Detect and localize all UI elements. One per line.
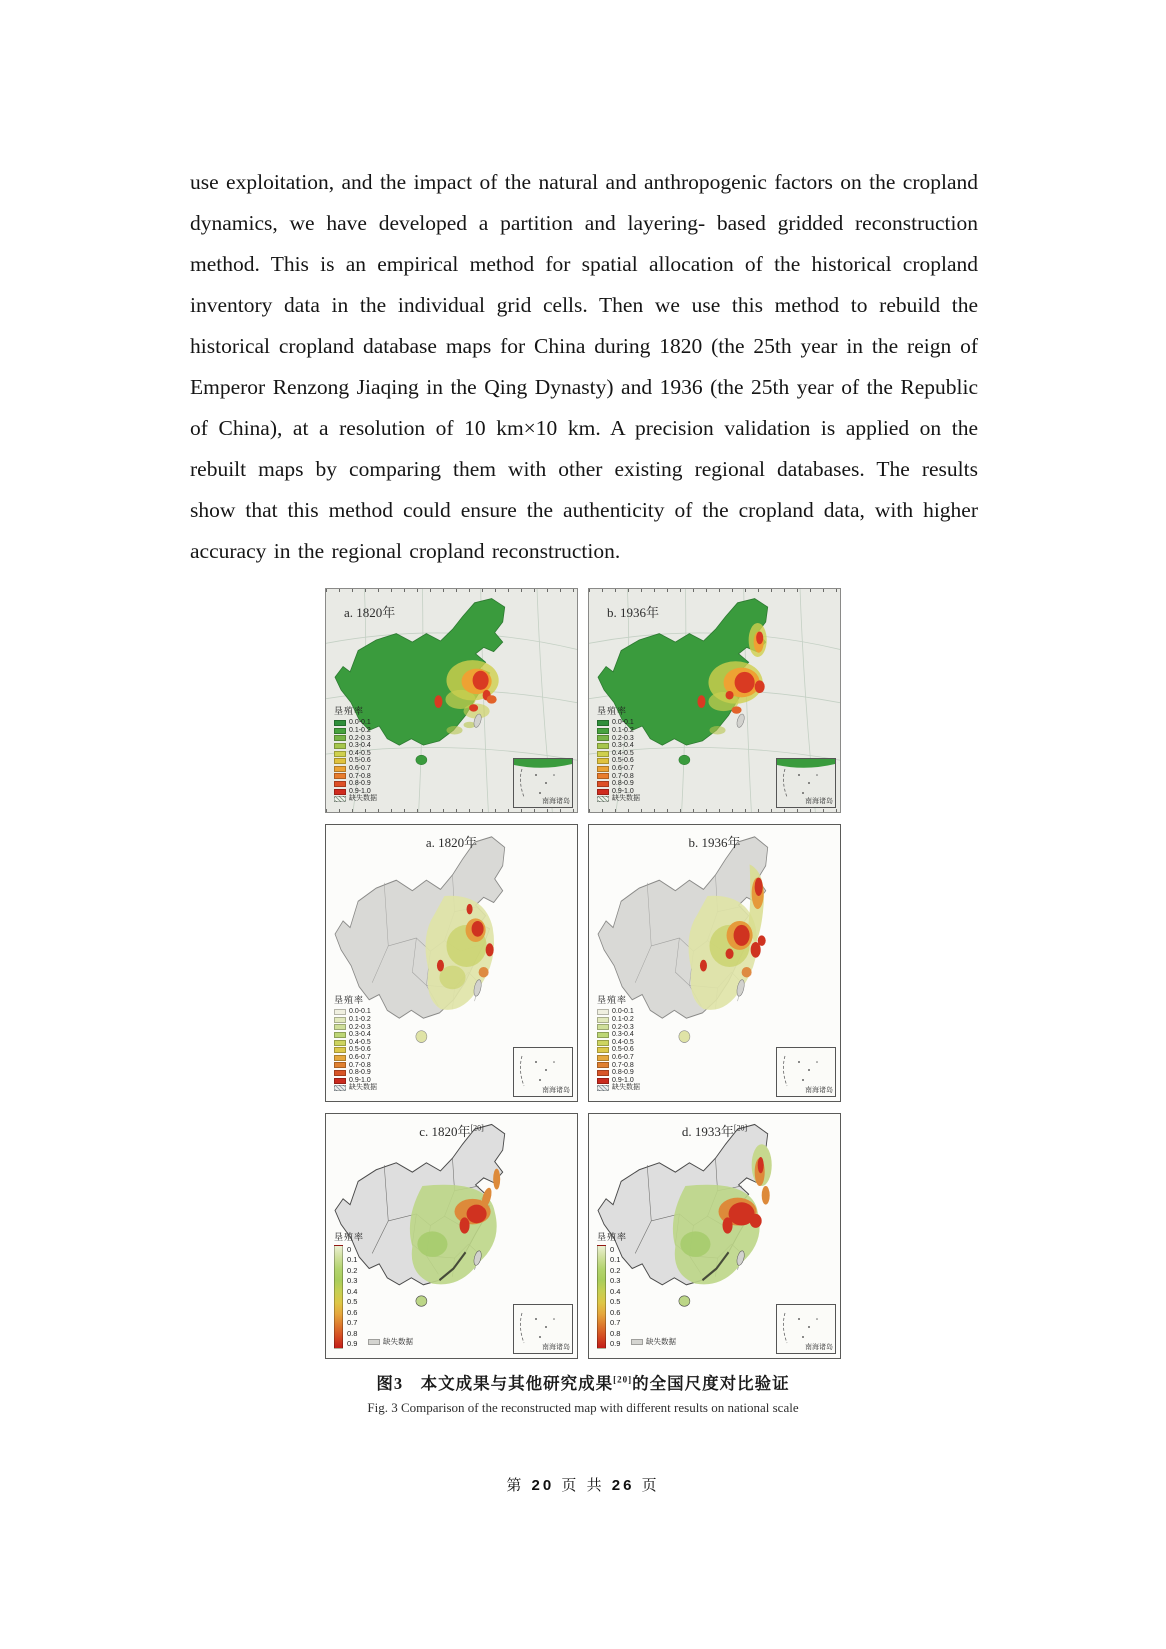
- panel-label: [326, 1121, 577, 1140]
- map-legend: [597, 993, 640, 1092]
- legend-title: 垦殖率: [597, 995, 628, 1006]
- legend-title: 垦殖率: [334, 1232, 365, 1242]
- legend-item: [334, 735, 377, 743]
- legend-item: [597, 1054, 640, 1062]
- body-paragraph: use exploitation, and the impact of the natural and anthropogenic factors on the cropland dynamics, we have developed a partition and layering- based gridded reconstruction method. This is an empirical method for spatial allocation of the historical cropland inventory data in the individual grid cells. Then we use this method to rebuild the historical cropland database maps for China during 1820 (the 25th year in the reign of Emperor Renzong Jiaqing in the Qing Dynasty) and 1936 (the 25th year of the Republic of China), at a resolution of 10 km×10 km. A precision validation is applied on the rebuilt maps by comparing them with other existing regional databases. The results show that this method could ensure the authenticity of the cropland data, with higher accuracy in the regional cropland reconstruction.: [190, 169, 978, 563]
- map-panel-d-1933-reference: [588, 1113, 841, 1359]
- legend-swatch: [597, 743, 609, 749]
- legend-item: [334, 773, 377, 781]
- legend-item: [597, 1016, 640, 1024]
- ramp-tick-label: 0.1: [347, 1255, 358, 1265]
- legend-bin-label: 0.0-0.1: [349, 1008, 371, 1016]
- legend-item: [597, 719, 640, 727]
- legend-bin-label: 0.9-1.0: [612, 787, 634, 795]
- legend-swatch: [631, 1339, 643, 1345]
- legend-missing-label: 缺失数据: [612, 795, 640, 803]
- legend-swatch: [334, 1024, 346, 1030]
- legend-item: [597, 773, 640, 781]
- legend-bin-label: 0.3-0.4: [349, 742, 371, 750]
- ramp-tick-label: 0.9: [610, 1338, 621, 1348]
- ramp-tick-label: 0.2: [347, 1265, 358, 1275]
- legend-item: [334, 1054, 377, 1062]
- legend-bin-label: 0.9-1.0: [349, 1076, 371, 1084]
- inset-label: 南海诸岛: [805, 1087, 833, 1094]
- ramp-bar: [334, 1245, 343, 1349]
- legend-swatch: [597, 1070, 609, 1076]
- map-legend: [334, 993, 377, 1092]
- panel-label: [589, 1121, 840, 1140]
- legend-item: [334, 1031, 377, 1039]
- legend-bin-label: 0.5-0.6: [612, 757, 634, 765]
- legend-swatch: [597, 758, 609, 764]
- ramp-tick-label: 0.3: [347, 1276, 358, 1286]
- legend-bin-label: 0.3-0.4: [612, 742, 634, 750]
- map-panel-b-1936: [588, 588, 841, 813]
- legend-swatch: [334, 1017, 346, 1023]
- legend-bin-label: 0.6-0.7: [612, 1054, 634, 1062]
- legend-bin-label: 0.1-0.2: [349, 1016, 371, 1024]
- footer-word: 共: [586, 1477, 605, 1494]
- caption-cn-reference: [20]: [613, 1374, 633, 1385]
- ramp-labels: [347, 1245, 357, 1349]
- figure-caption: [323, 1370, 843, 1416]
- legend-title: 垦殖率: [334, 706, 365, 717]
- legend-bin-label: 0.9-1.0: [349, 787, 371, 795]
- legend-items: [334, 1008, 377, 1092]
- legend-bin-label: 0.6-0.7: [612, 765, 634, 773]
- legend-swatch: [597, 735, 609, 741]
- south-china-sea-inset: [513, 758, 573, 808]
- legend-missing-label: 缺失数据: [383, 1337, 413, 1346]
- footer-page-number: 20: [531, 1477, 555, 1494]
- map-panel-c-1820-reference: [325, 1113, 578, 1359]
- legend-bin-label: 0.2-0.3: [349, 734, 371, 742]
- legend-bin-label: 0.1-0.2: [349, 727, 371, 735]
- legend-bin-label: 0.5-0.6: [349, 1046, 371, 1054]
- legend-swatch: [334, 1040, 346, 1046]
- legend-item: [334, 780, 377, 788]
- inset-label: 南海诸岛: [542, 1344, 570, 1351]
- panel-label: [326, 832, 577, 851]
- legend-color-ramp: [334, 1245, 364, 1349]
- legend-swatch: [597, 1032, 609, 1038]
- legend-color-ramp: [597, 1245, 627, 1349]
- legend-item: [597, 1024, 640, 1032]
- legend-swatch: [334, 758, 346, 764]
- legend-item: [334, 757, 377, 765]
- legend-bin-label: 0.8-0.9: [349, 780, 371, 788]
- legend-items: [334, 719, 377, 803]
- legend-bin-label: 0.3-0.4: [612, 1031, 634, 1039]
- panel-label: [589, 832, 840, 851]
- legend-item: [597, 765, 640, 773]
- legend-bin-label: 0.4-0.5: [349, 749, 371, 757]
- ramp-tick-label: 0.9: [347, 1338, 358, 1348]
- legend-item: [334, 727, 377, 735]
- panel-label-text: b. 1936年: [688, 835, 741, 850]
- legend-item: [597, 757, 640, 765]
- legend-bin-label: 0.8-0.9: [349, 1069, 371, 1077]
- ramp-tick-label: 0.8: [347, 1328, 358, 1338]
- map-panel-a-1820-provinces: [325, 824, 578, 1102]
- ramp-tick-label: 0.4: [610, 1286, 621, 1296]
- ramp-tick-label: 0: [347, 1245, 352, 1254]
- footer-word: 页: [641, 1477, 660, 1494]
- caption-cn-prefix: 图3 本文成果与其他研究成果: [376, 1374, 614, 1393]
- legend-swatch: [597, 1009, 609, 1015]
- legend-bin-label: 0.7-0.8: [349, 772, 371, 780]
- legend-swatch: [597, 789, 609, 795]
- legend-bin-label: 0.8-0.9: [612, 1069, 634, 1077]
- legend-bin-label: 0.3-0.4: [349, 1031, 371, 1039]
- legend-missing-item: [631, 1336, 676, 1347]
- legend-item: [597, 1062, 640, 1070]
- map-legend: [597, 704, 640, 803]
- legend-item: [597, 742, 640, 750]
- legend-items: [597, 719, 640, 803]
- ramp-tick-label: 0.4: [347, 1286, 358, 1296]
- ramp-tick-label: 0.7: [347, 1318, 358, 1328]
- legend-item: [597, 1069, 640, 1077]
- legend-missing-item: [334, 795, 377, 803]
- legend-bin-label: 0.8-0.9: [612, 780, 634, 788]
- legend-item: [597, 780, 640, 788]
- inset-label: 南海诸岛: [542, 798, 570, 805]
- legend-item: [334, 1008, 377, 1016]
- legend-title: 垦殖率: [334, 995, 365, 1006]
- legend-swatch: [597, 1024, 609, 1030]
- south-china-sea-inset: [513, 1304, 573, 1354]
- map-legend: [334, 704, 377, 803]
- legend-item: [334, 1016, 377, 1024]
- legend-bin-label: 0.2-0.3: [349, 1023, 371, 1031]
- panel-label: [344, 602, 395, 621]
- legend-bin-label: 0.7-0.8: [612, 1061, 634, 1069]
- legend-swatch: [334, 1085, 346, 1091]
- legend-bin-label: 0.2-0.3: [612, 734, 634, 742]
- legend-swatch: [597, 773, 609, 779]
- legend-items: [597, 1008, 640, 1092]
- legend-swatch: [334, 1070, 346, 1076]
- panel-label-text: d. 1933年: [681, 1124, 734, 1139]
- footer-word: 页: [561, 1477, 580, 1494]
- ramp-tick-label: 0: [610, 1245, 615, 1254]
- panel-label-text: a. 1820年: [344, 605, 396, 620]
- legend-swatch: [597, 1047, 609, 1053]
- legend-item: [597, 750, 640, 758]
- legend-title: 垦殖率: [597, 1232, 628, 1242]
- figure-row-3: [323, 1113, 843, 1359]
- legend-item: [597, 1046, 640, 1054]
- legend-bin-label: 0.5-0.6: [349, 757, 371, 765]
- map-legend: [334, 1230, 413, 1349]
- legend-swatch: [597, 1085, 609, 1091]
- legend-bin-label: 0.6-0.7: [349, 765, 371, 773]
- inset-label: 南海诸岛: [805, 798, 833, 805]
- legend-missing-label: 缺失数据: [612, 1084, 640, 1092]
- map-panel-a-1820: [325, 588, 578, 813]
- legend-missing-label: 缺失数据: [349, 795, 377, 803]
- legend-swatch: [597, 728, 609, 734]
- ramp-tick-label: 0.5: [347, 1297, 358, 1307]
- ramp-labels: [610, 1245, 620, 1349]
- panel-label-reference: [20]: [470, 1123, 484, 1133]
- legend-swatch: [334, 773, 346, 779]
- panel-label-reference: [20]: [733, 1123, 748, 1133]
- page-footer: [0, 1474, 1166, 1495]
- legend-item: [334, 1039, 377, 1047]
- south-china-sea-inset: [776, 758, 836, 808]
- legend-title: 垦殖率: [597, 706, 628, 717]
- legend-swatch: [334, 728, 346, 734]
- legend-bin-label: 0.4-0.5: [612, 1038, 634, 1046]
- legend-bin-label: 0.4-0.5: [612, 749, 634, 757]
- figure-caption-chinese: [323, 1370, 843, 1394]
- legend-swatch: [597, 1062, 609, 1068]
- legend-bin-label: 0.9-1.0: [612, 1076, 634, 1084]
- legend-item: [597, 735, 640, 743]
- ramp-tick-label: 0.5: [610, 1297, 621, 1307]
- legend-missing-label: 缺失数据: [349, 1084, 377, 1092]
- legend-bin-label: 0.5-0.6: [612, 1046, 634, 1054]
- south-china-sea-inset: [776, 1047, 836, 1097]
- legend-swatch: [334, 766, 346, 772]
- legend-item: [597, 1039, 640, 1047]
- legend-swatch: [334, 735, 346, 741]
- ramp-tick-label: 0.1: [610, 1255, 621, 1265]
- legend-bin-label: 0.1-0.2: [612, 727, 634, 735]
- legend-item: [334, 750, 377, 758]
- legend-item: [334, 1046, 377, 1054]
- legend-swatch: [597, 720, 609, 726]
- map-legend: [597, 1230, 676, 1349]
- legend-swatch: [597, 1017, 609, 1023]
- ramp-tick-label: 0.6: [347, 1307, 358, 1317]
- legend-bin-label: 0.0-0.1: [349, 719, 371, 727]
- legend-swatch: [334, 1032, 346, 1038]
- south-china-sea-inset: [776, 1304, 836, 1354]
- legend-swatch: [334, 781, 346, 787]
- ramp-bar: [597, 1245, 606, 1349]
- panel-label-text: a. 1820年: [425, 835, 478, 850]
- legend-swatch: [597, 1040, 609, 1046]
- legend-swatch: [334, 1009, 346, 1015]
- legend-bin-label: 0.0-0.1: [612, 719, 634, 727]
- legend-item: [597, 1031, 640, 1039]
- legend-swatch: [334, 789, 346, 795]
- legend-bin-label: 0.2-0.3: [612, 1023, 634, 1031]
- ramp-tick-label: 0.8: [610, 1328, 621, 1338]
- legend-bin-label: 0.6-0.7: [349, 1054, 371, 1062]
- legend-item: [334, 719, 377, 727]
- legend-swatch: [334, 1047, 346, 1053]
- legend-swatch: [334, 1055, 346, 1061]
- figure-caption-english: Fig. 3 Comparison of the reconstructed map with different results on national scale: [367, 1400, 799, 1415]
- legend-swatch: [597, 751, 609, 757]
- legend-item: [597, 727, 640, 735]
- legend-bin-label: 0.7-0.8: [612, 772, 634, 780]
- inset-label: 南海诸岛: [542, 1087, 570, 1094]
- inset-label: 南海诸岛: [805, 1344, 833, 1351]
- legend-bin-label: 0.4-0.5: [349, 1038, 371, 1046]
- legend-swatch: [597, 1055, 609, 1061]
- figure-row-2: [323, 824, 843, 1102]
- ramp-tick-label: 0.2: [610, 1265, 621, 1275]
- legend-swatch: [597, 781, 609, 787]
- legend-swatch: [597, 1078, 609, 1084]
- legend-swatch: [368, 1339, 380, 1345]
- legend-swatch: [334, 720, 346, 726]
- footer-total-number: 26: [611, 1477, 635, 1494]
- legend-item: [334, 1024, 377, 1032]
- legend-item: [334, 742, 377, 750]
- panel-label: [607, 602, 659, 621]
- legend-item: [334, 765, 377, 773]
- ramp-tick-label: 0.3: [610, 1276, 621, 1286]
- figure-3: [323, 588, 843, 1416]
- legend-bin-label: 0.7-0.8: [349, 1061, 371, 1069]
- legend-missing-label: 缺失数据: [646, 1337, 676, 1346]
- legend-bin-label: 0.1-0.2: [612, 1016, 634, 1024]
- legend-item: [597, 1008, 640, 1016]
- legend-item: [334, 1069, 377, 1077]
- panel-label-text: b. 1936年: [607, 605, 660, 620]
- caption-cn-suffix: 的全国尺度对比验证: [632, 1374, 790, 1393]
- legend-swatch: [334, 743, 346, 749]
- legend-swatch: [334, 1078, 346, 1084]
- legend-swatch: [334, 796, 346, 802]
- south-china-sea-inset: [513, 1047, 573, 1097]
- legend-missing-item: [368, 1336, 413, 1347]
- legend-swatch: [597, 766, 609, 772]
- legend-swatch: [597, 796, 609, 802]
- panel-label-text: c. 1820年: [419, 1124, 471, 1139]
- ramp-tick-label: 0.7: [610, 1318, 621, 1328]
- map-panel-b-1936-provinces: [588, 824, 841, 1102]
- figure-row-1: [323, 588, 843, 813]
- legend-missing-item: [597, 1084, 640, 1092]
- legend-bin-label: 0.0-0.1: [612, 1008, 634, 1016]
- legend-missing-item: [334, 1084, 377, 1092]
- legend-swatch: [334, 751, 346, 757]
- ramp-tick-label: 0.6: [610, 1307, 621, 1317]
- legend-missing-item: [597, 795, 640, 803]
- footer-word: 第: [506, 1477, 525, 1494]
- legend-item: [334, 1062, 377, 1070]
- legend-swatch: [334, 1062, 346, 1068]
